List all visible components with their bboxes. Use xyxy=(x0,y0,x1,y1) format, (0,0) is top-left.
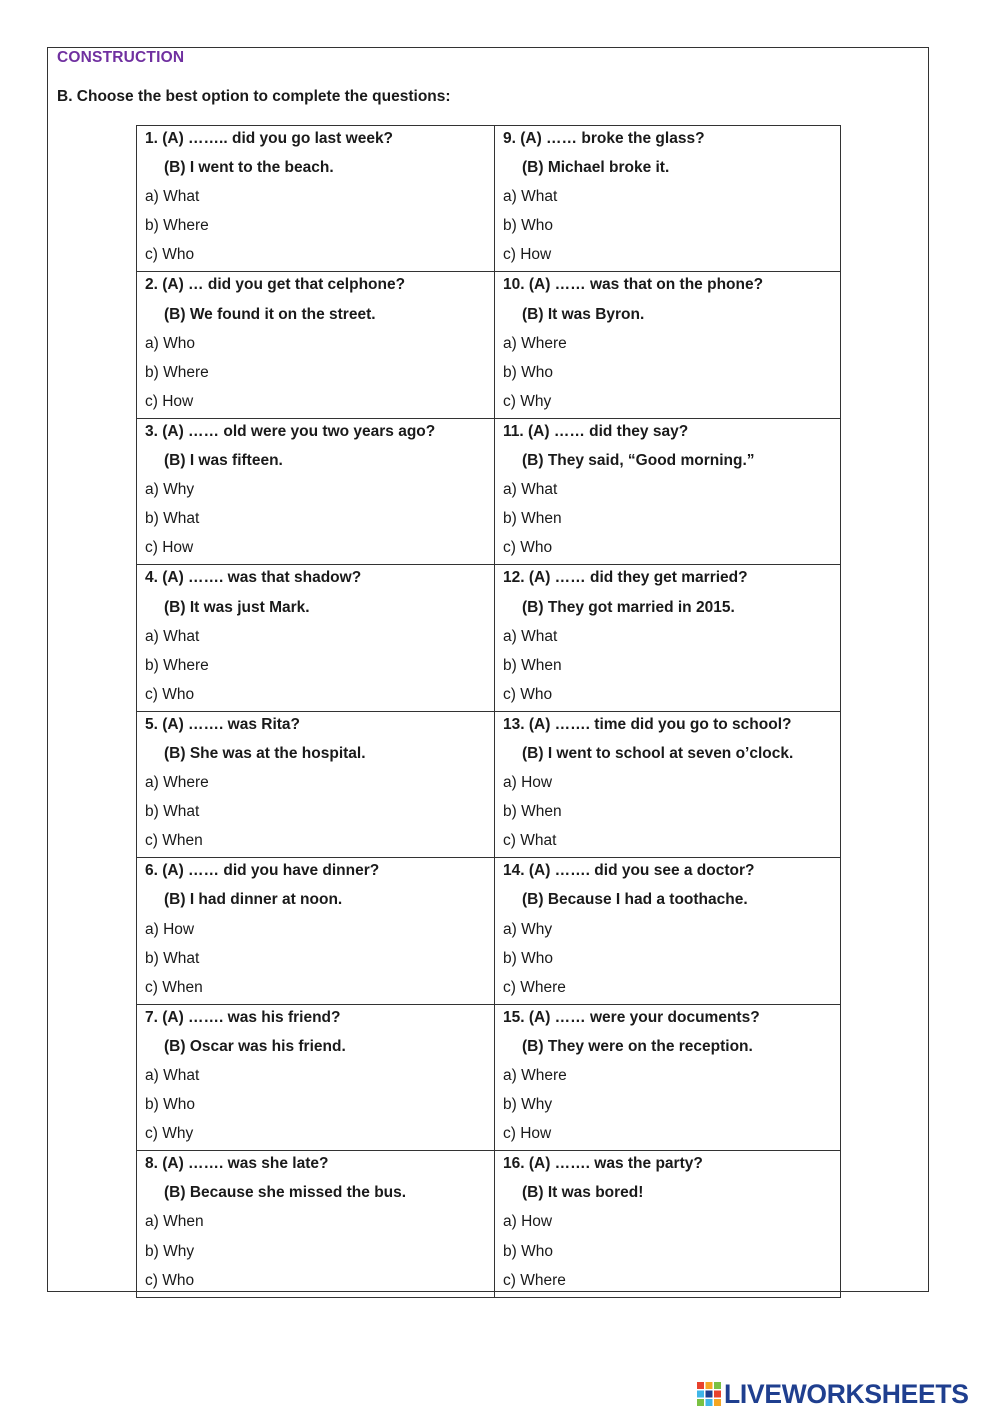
instruction-text: B. Choose the best option to complete the questions: xyxy=(57,88,451,105)
question-text: 9. (A) …… broke the glass? xyxy=(503,130,705,147)
answer-option[interactable]: a) Where xyxy=(503,334,567,352)
questions-table xyxy=(136,125,841,1298)
question-row xyxy=(137,1151,841,1297)
answer-text: (B) It was Byron. xyxy=(522,305,645,323)
answer-option[interactable]: a) How xyxy=(503,774,553,792)
answer-option[interactable]: b) Where xyxy=(145,217,209,235)
question-cell xyxy=(495,418,841,564)
answer-option[interactable]: c) Who xyxy=(503,539,553,557)
answer-option[interactable]: a) Where xyxy=(503,1067,567,1084)
question-text: 10. (A) …… was that on the phone? xyxy=(503,276,764,294)
question-text: 1. (A) …….. did you go last week? xyxy=(145,130,394,147)
answer-option[interactable]: c) When xyxy=(145,978,203,996)
question-cell xyxy=(137,858,495,1004)
answer-option[interactable]: a) Why xyxy=(503,920,553,938)
question-text: 12. (A) …… did they get married? xyxy=(503,569,748,587)
section-title: CONSTRUCTION xyxy=(57,49,185,66)
question-cell xyxy=(137,565,495,711)
liveworksheets-logo-icon xyxy=(697,1382,721,1406)
answer-text: (B) Because I had a toothache. xyxy=(522,891,748,909)
answer-option[interactable]: a) What xyxy=(503,627,558,645)
answer-option[interactable]: a) Who xyxy=(145,334,195,352)
question-row xyxy=(137,858,841,1004)
question-cell xyxy=(495,565,841,711)
answer-text: (B) It was bored! xyxy=(522,1184,644,1202)
answer-option[interactable]: b) What xyxy=(145,949,200,967)
question-text: 5. (A) ……. was Rita? xyxy=(145,715,301,733)
answer-option[interactable]: b) What xyxy=(145,803,200,821)
question-cell xyxy=(495,858,841,1004)
answer-option[interactable]: c) Why xyxy=(503,392,552,410)
answer-option[interactable]: a) What xyxy=(145,627,200,645)
answer-option[interactable]: b) Who xyxy=(503,363,553,381)
question-text: 8. (A) ……. was she late? xyxy=(145,1155,329,1173)
answer-text: (B) They got married in 2015. xyxy=(522,598,735,616)
logo-text: LIVEWORKSHEETS xyxy=(724,1378,969,1409)
answer-text: (B) Because she missed the bus. xyxy=(164,1184,407,1202)
answer-option[interactable]: b) Who xyxy=(503,217,553,235)
question-text: 3. (A) …… old were you two years ago? xyxy=(145,422,436,440)
answer-option[interactable]: a) What xyxy=(503,481,558,499)
question-cell xyxy=(495,711,841,857)
question-text: 16. (A) ……. was the party? xyxy=(503,1155,703,1173)
answer-text: (B) She was at the hospital. xyxy=(164,744,366,762)
answer-option[interactable]: c) Why xyxy=(145,1125,194,1143)
answer-option[interactable]: b) Who xyxy=(145,1096,195,1114)
question-text: 13. (A) ……. time did you go to school? xyxy=(503,715,792,733)
answer-text: (B) I was fifteen. xyxy=(164,452,283,470)
answer-text: (B) They were on the reception. xyxy=(522,1037,753,1055)
answer-option[interactable]: a) What xyxy=(503,188,558,206)
answer-option[interactable]: a) How xyxy=(145,920,195,938)
answer-option[interactable]: c) How xyxy=(145,539,194,557)
liveworksheets-logo[interactable] xyxy=(697,1379,969,1409)
answer-text: (B) Oscar was his friend. xyxy=(164,1037,346,1055)
question-cell xyxy=(137,711,495,857)
answer-text: (B) They said, “Good morning.” xyxy=(522,452,755,470)
question-text: 11. (A) …… did they say? xyxy=(503,422,689,440)
question-cell xyxy=(137,1151,495,1297)
question-row xyxy=(137,272,841,418)
question-text: 7. (A) ……. was his friend? xyxy=(145,1008,341,1026)
question-row xyxy=(137,1004,841,1150)
question-text: 6. (A) …… did you have dinner? xyxy=(145,862,380,880)
question-row xyxy=(137,418,841,564)
answer-text: (B) I had dinner at noon. xyxy=(164,891,343,909)
answer-option[interactable]: c) What xyxy=(503,832,557,850)
question-cell xyxy=(137,126,495,272)
question-row xyxy=(137,565,841,711)
answer-option[interactable]: a) What xyxy=(145,188,200,206)
answer-option[interactable]: c) How xyxy=(145,392,194,410)
answer-option[interactable]: b) Where xyxy=(145,656,209,674)
answer-option[interactable]: b) Why xyxy=(503,1096,553,1114)
answer-option[interactable]: a) Why xyxy=(145,481,195,499)
answer-option[interactable]: a) When xyxy=(145,1213,204,1231)
question-row xyxy=(137,126,841,272)
answer-option[interactable]: b) When xyxy=(503,803,562,821)
question-cell xyxy=(137,418,495,564)
answer-option[interactable]: c) Who xyxy=(145,246,195,264)
question-text: 2. (A) … did you get that celphone? xyxy=(145,276,406,294)
question-cell xyxy=(495,1151,841,1297)
answer-option[interactable]: b) When xyxy=(503,656,562,674)
answer-option[interactable]: c) Who xyxy=(503,685,553,703)
question-cell xyxy=(495,126,841,272)
answer-option[interactable]: c) How xyxy=(503,1125,552,1143)
answer-option[interactable]: c) Where xyxy=(503,1271,566,1289)
question-row xyxy=(137,711,841,857)
answer-option[interactable]: b) Where xyxy=(145,363,209,381)
answer-option[interactable]: c) Who xyxy=(145,1271,195,1289)
question-text: 4. (A) ……. was that shadow? xyxy=(145,569,362,587)
answer-option[interactable]: c) Who xyxy=(145,685,195,703)
answer-option[interactable]: b) When xyxy=(503,510,562,528)
answer-option[interactable]: c) When xyxy=(145,832,203,850)
answer-text: (B) I went to school at seven o’clock. xyxy=(522,744,794,762)
question-cell xyxy=(137,272,495,418)
answer-option[interactable]: a) What xyxy=(145,1067,200,1084)
answer-option[interactable]: c) Where xyxy=(503,978,566,996)
answer-text: (B) It was just Mark. xyxy=(164,598,310,616)
answer-option[interactable]: b) What xyxy=(145,510,200,528)
question-text: 15. (A) …… were your documents? xyxy=(503,1008,760,1026)
answer-text: (B) We found it on the street. xyxy=(164,305,376,323)
question-cell xyxy=(495,272,841,418)
answer-option[interactable]: b) Who xyxy=(503,949,553,967)
answer-option[interactable]: b) Who xyxy=(503,1242,553,1260)
answer-option[interactable]: a) How xyxy=(503,1213,553,1231)
answer-option[interactable]: a) Where xyxy=(145,774,209,792)
question-cell xyxy=(137,1004,495,1150)
question-cell xyxy=(495,1004,841,1150)
question-text: 14. (A) ……. did you see a doctor? xyxy=(503,862,755,880)
answer-text: (B) I went to the beach. xyxy=(164,159,334,177)
answer-option[interactable]: c) How xyxy=(503,246,552,264)
answer-text: (B) Michael broke it. xyxy=(522,159,670,177)
answer-option[interactable]: b) Why xyxy=(145,1242,195,1260)
